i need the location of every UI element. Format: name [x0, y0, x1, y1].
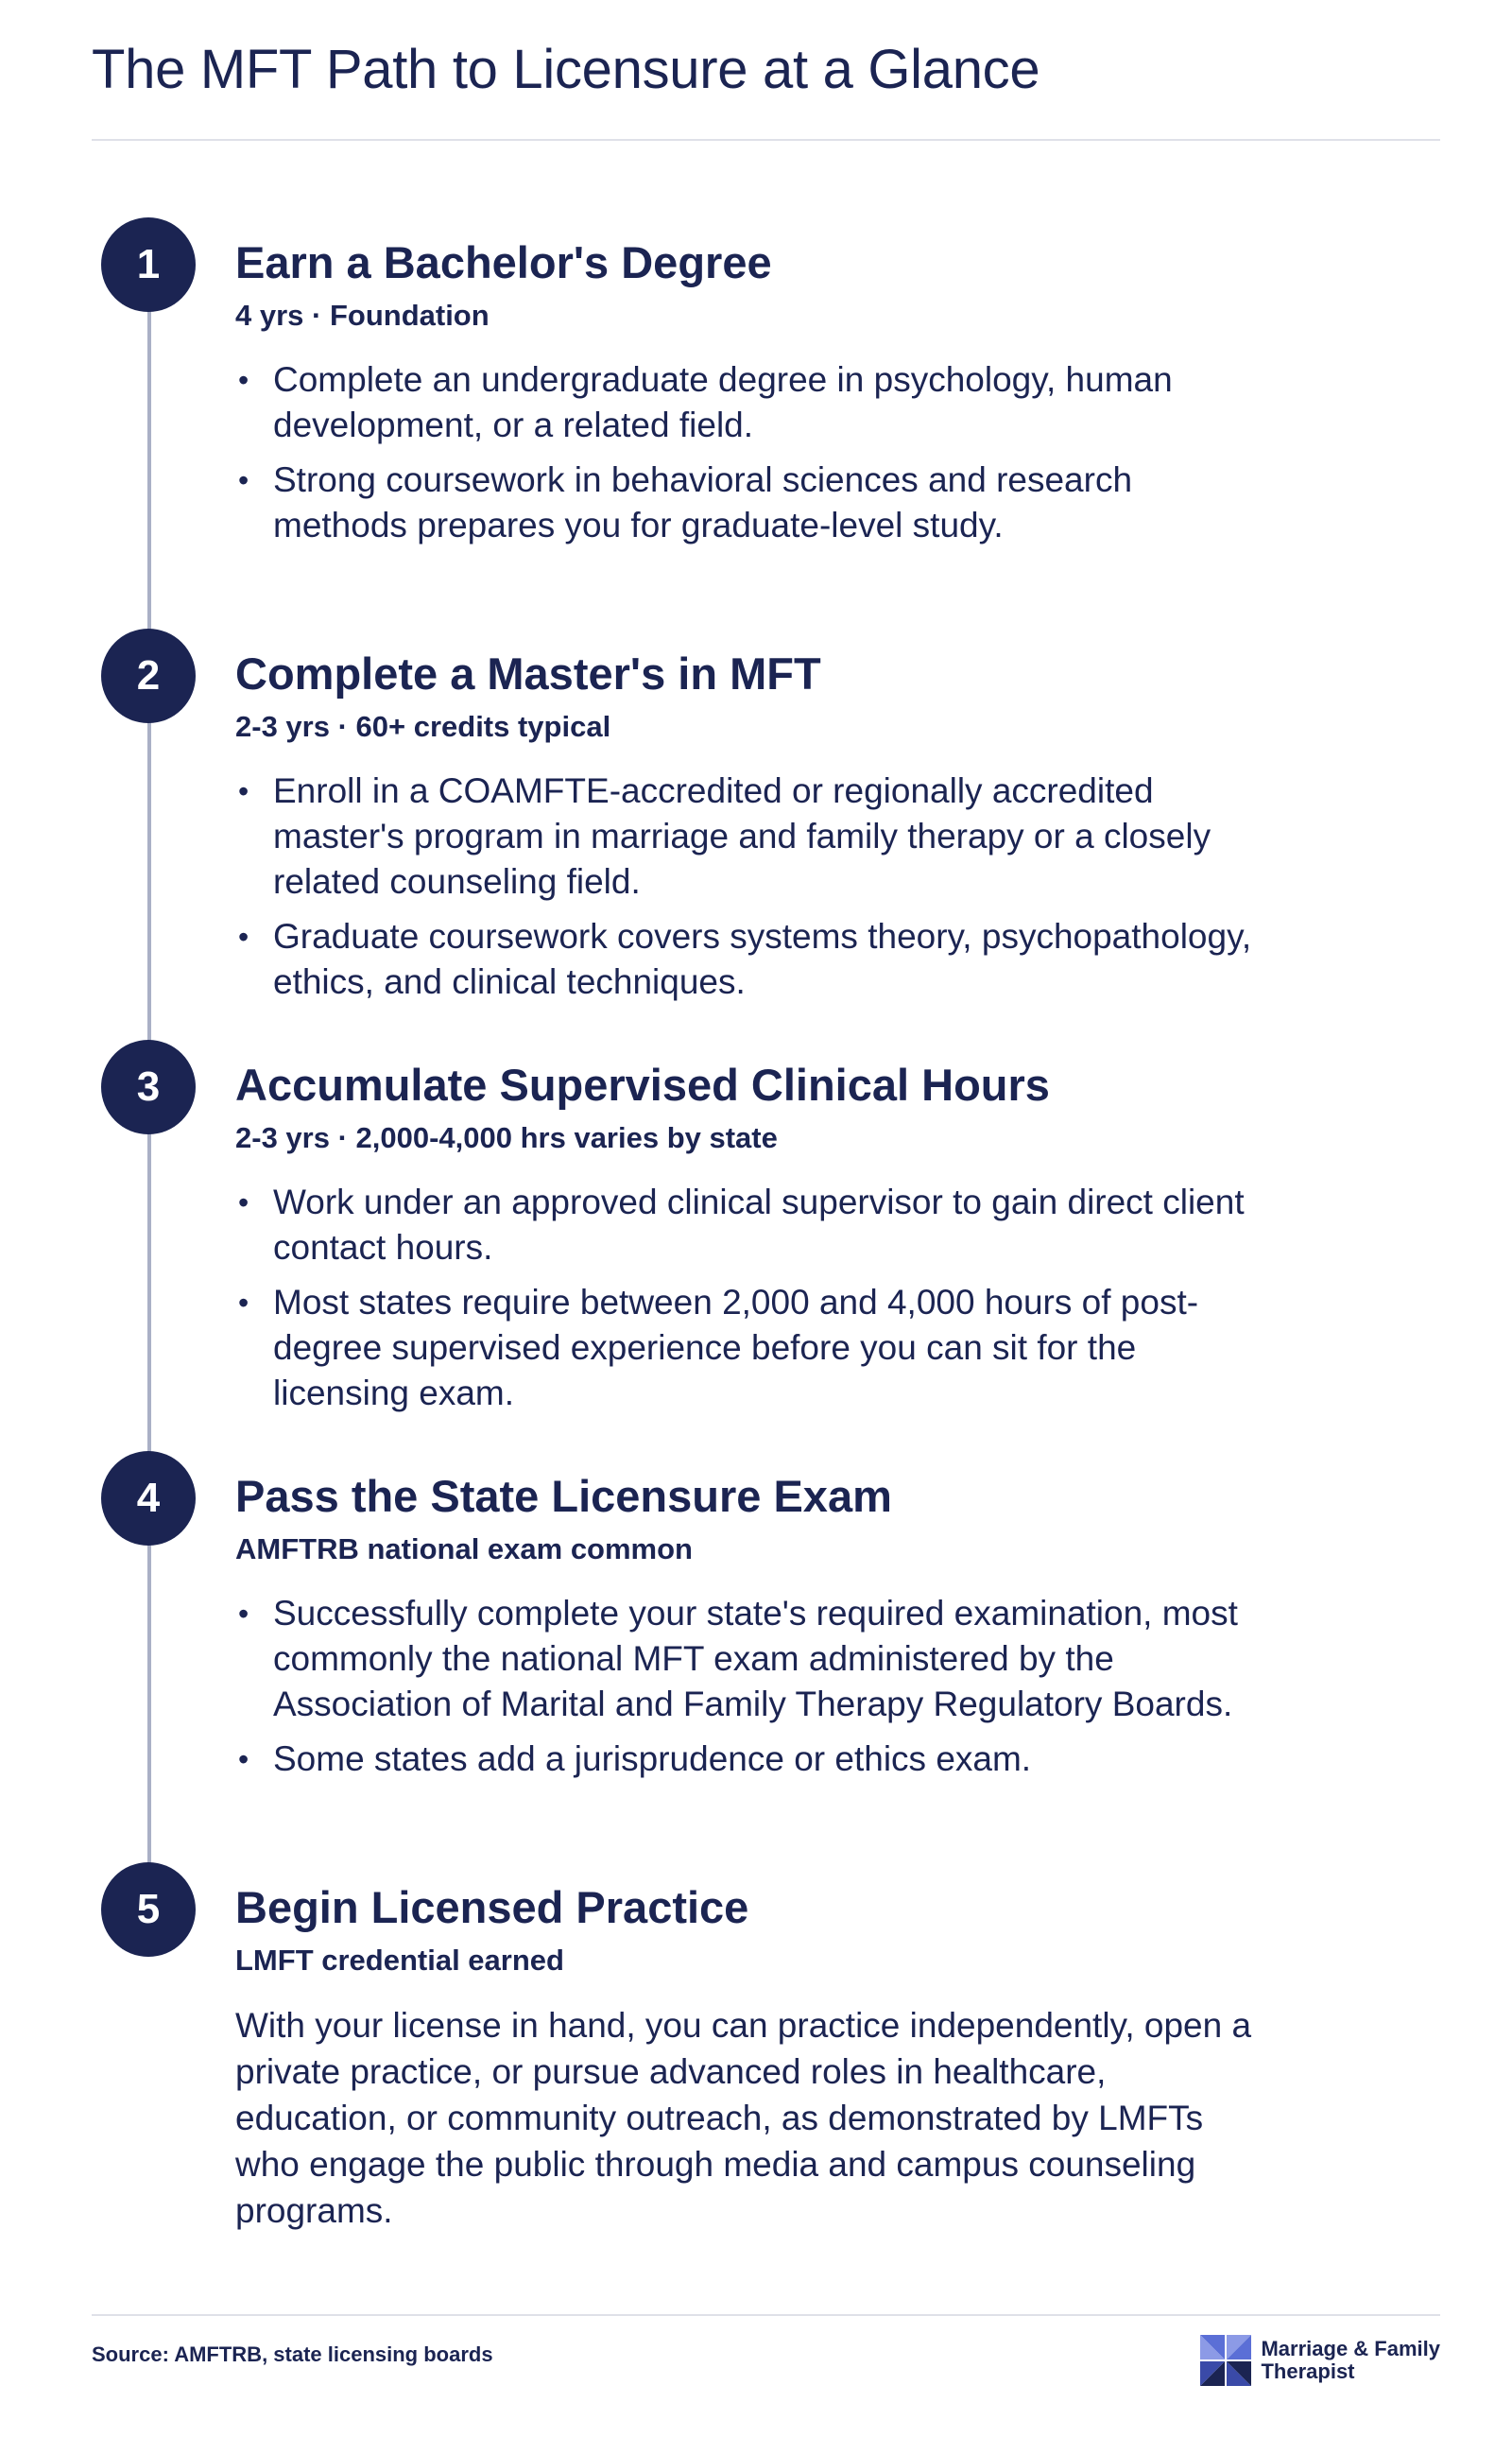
step-2: [235, 648, 1303, 1014]
step-4: [235, 1470, 1303, 1791]
step-title: Complete a Master's in MFT: [235, 648, 821, 699]
bullet-item: [235, 914, 1256, 1005]
bullet-text: Strong coursework in behavioral sciences and research methods prepares you for graduate-level study.: [273, 460, 1133, 544]
source-note: Source: AMFTRB, state licensing boards: [92, 2342, 493, 2366]
bullet-item: [235, 1280, 1256, 1416]
bullet-dot: •: [238, 1286, 249, 1320]
step-5-number-badge: 5: [101, 1862, 196, 1957]
bullet-text: Complete an undergraduate degree in psychology, human development, or a related field.: [273, 360, 1173, 444]
bullet-text: Work under an approved clinical supervisor to gain direct client contact hours.: [273, 1183, 1245, 1267]
header-divider: [92, 139, 1440, 141]
step-meta: 4 yrs · Foundation: [235, 299, 490, 332]
timeline-connector: [147, 307, 151, 638]
brand-name-line1: Marriage & Family: [1261, 2337, 1440, 2360]
step-bullets: [235, 1591, 1303, 1782]
bullet-text: Graduate coursework covers systems theory, psychopathology, ethics, and clinical techniques.: [273, 917, 1252, 1001]
step-1-number-badge: 1: [101, 217, 196, 312]
step-title: Pass the State Licensure Exam: [235, 1471, 892, 1521]
step-title: Earn a Bachelor's Degree: [235, 237, 772, 287]
bullet-text: Enroll in a COAMFTE-accredited or regionally accredited master's program in marriage and family therapy or a closely related counseling field.: [273, 771, 1211, 901]
step-meta: AMFTRB national exam common: [235, 1532, 693, 1565]
step-meta: 2-3 yrs · 60+ credits typical: [235, 710, 611, 743]
brand-name: [1261, 2338, 1440, 2383]
timeline-connector: [147, 718, 151, 1049]
bullet-dot: •: [238, 463, 249, 497]
bullet-item: [235, 1591, 1256, 1727]
step-bullets: [235, 1180, 1303, 1416]
step-2-number-badge: 2: [101, 629, 196, 723]
timeline-connector: [147, 1130, 151, 1460]
brand-name-line2: Therapist: [1261, 2359, 1355, 2383]
step-paragraph: With your license in hand, you can practice independently, open a private practice, or pursue advanced roles in healthcare, education, or community outreach, as demonstrated by LMFTs who engage the public through media and campus counseling programs.: [235, 2006, 1252, 2230]
page-title: The MFT Path to Licensure at a Glance: [92, 39, 1040, 100]
bullet-item: [235, 769, 1256, 905]
bullet-dot: •: [238, 1742, 249, 1776]
bullet-text: Some states add a jurisprudence or ethics exam.: [273, 1739, 1032, 1778]
bullet-dot: •: [238, 774, 249, 808]
bullet-text: Most states require between 2,000 and 4,000 hours of post-degree supervised experience before you can sit for the licensing exam.: [273, 1283, 1199, 1412]
step-meta: LMFT credential earned: [235, 1944, 564, 1977]
timeline-connector: [147, 1541, 151, 1872]
step-bullets: [235, 769, 1303, 1005]
bullet-dot: •: [238, 1597, 249, 1631]
step-5: [235, 1881, 1303, 2234]
bullet-text: Successfully complete your state's required examination, most commonly the national MFT exam administered by the Association of Marital and Family Therapy Regulatory Boards.: [273, 1594, 1238, 1723]
bullet-dot: •: [238, 920, 249, 954]
bullet-item: [235, 458, 1256, 548]
bullet-item: [235, 1180, 1256, 1270]
step-1: [235, 236, 1303, 558]
step-4-number-badge: 4: [101, 1451, 196, 1546]
step-meta: 2-3 yrs · 2,000-4,000 hrs varies by state: [235, 1121, 778, 1154]
step-bullets: [235, 357, 1303, 548]
brand-logo: [1200, 2335, 1440, 2386]
step-title: Begin Licensed Practice: [235, 1882, 749, 1932]
bullet-dot: •: [238, 1185, 249, 1219]
bullet-item: [235, 1737, 1256, 1782]
step-3-number-badge: 3: [101, 1040, 196, 1134]
step-3: [235, 1059, 1303, 1426]
step-title: Accumulate Supervised Clinical Hours: [235, 1060, 1050, 1110]
bullet-item: [235, 357, 1256, 448]
brand-logo-icon: [1200, 2335, 1251, 2386]
footer-divider: [92, 2314, 1440, 2316]
bullet-dot: •: [238, 363, 249, 397]
